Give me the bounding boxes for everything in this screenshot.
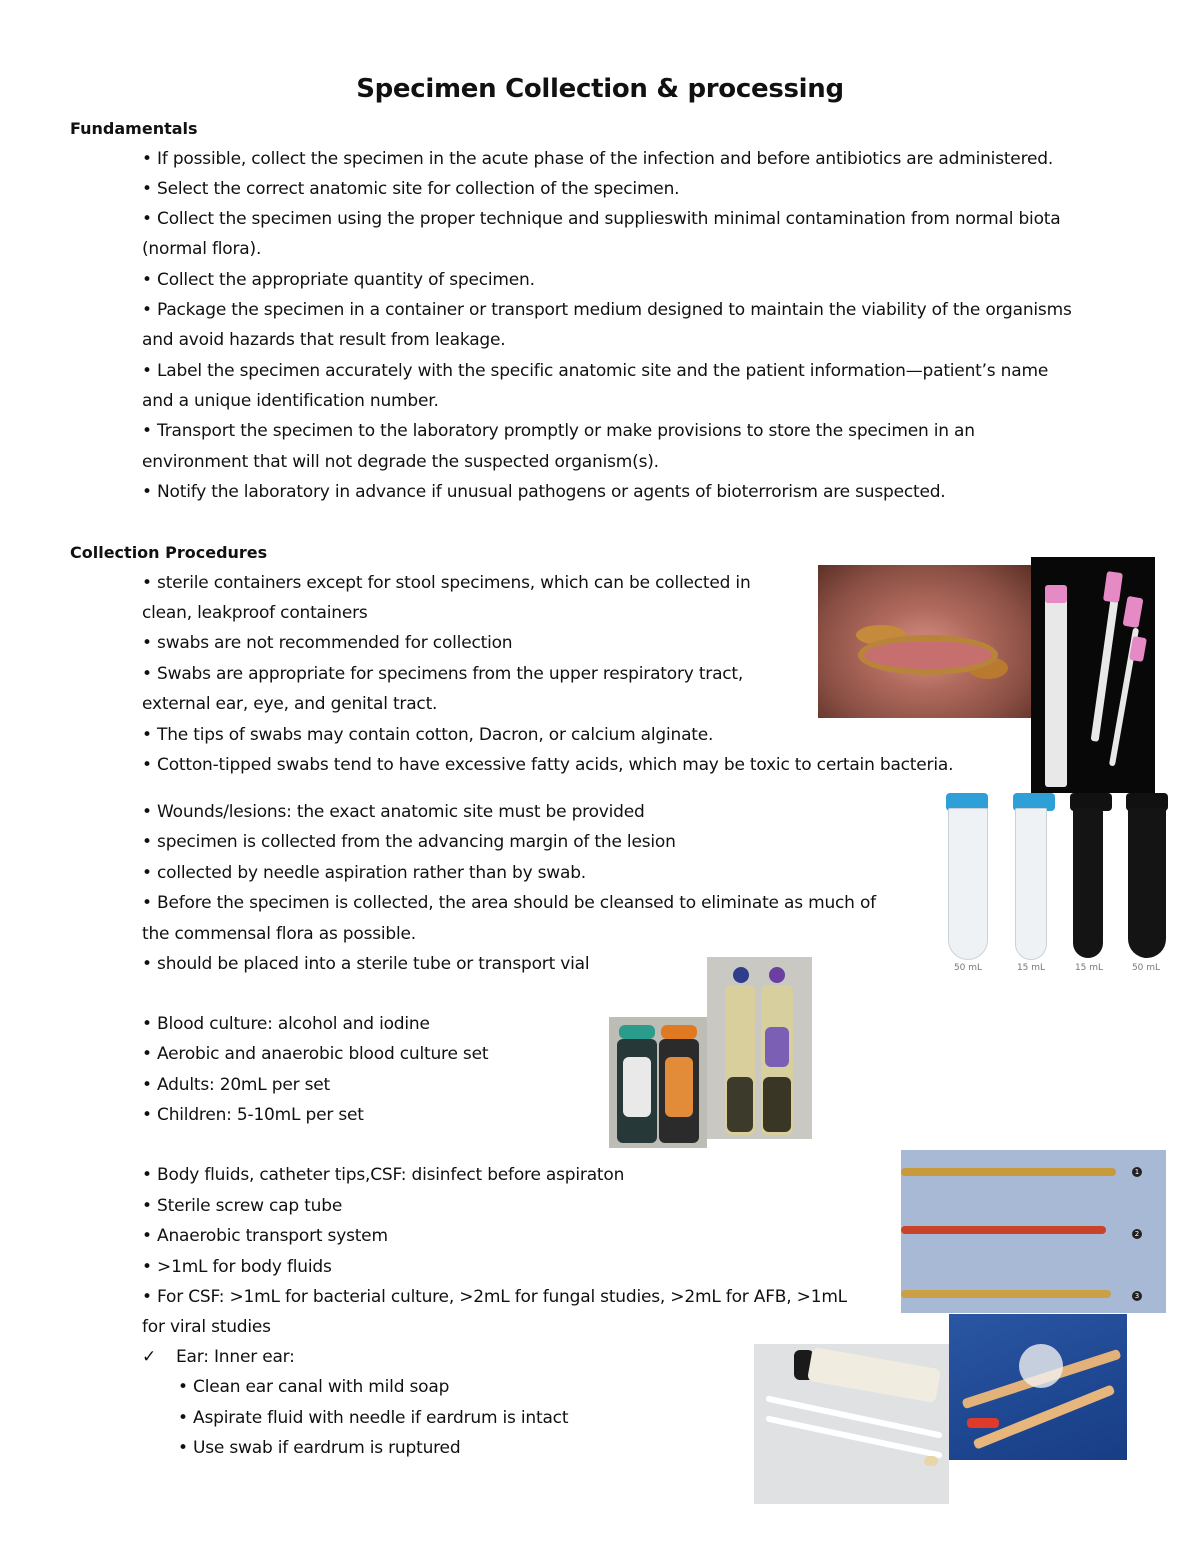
fluids-line: • >1mL for body fluids — [142, 1257, 332, 1277]
fundamentals-line: • Notify the laboratory in advance if unusual pathogens or agents of bioterrorism are suspected. — [142, 482, 946, 502]
blood-line: • Adults: 20mL per set — [142, 1075, 330, 1095]
collection-line: • swabs are not recommended for collection — [142, 633, 513, 653]
ear-heading — [142, 1347, 295, 1367]
fundamentals-line: • Package the specimen in a container or transport medium designed to maintain the viability of the organisms — [142, 300, 1072, 320]
collection-line: • Cotton-tipped swabs tend to have excessive fatty acids, which may be toxic to certain bacteria. — [142, 755, 954, 775]
blood-culture-vials-photo — [707, 957, 812, 1139]
lip-lesion-photo — [818, 565, 1031, 718]
blood-culture-bottles-photo — [609, 1017, 707, 1148]
fundamentals-line: • Collect the appropriate quantity of specimen. — [142, 270, 535, 290]
blood-line: • Children: 5-10mL per set — [142, 1105, 364, 1125]
collection-line: • sterile containers except for stool specimens, which can be collected in — [142, 573, 751, 593]
fluids-line: • Anaerobic transport system — [142, 1226, 388, 1246]
conical-tubes-photo — [943, 793, 1175, 978]
swab-kit-photo — [754, 1344, 949, 1504]
fundamentals-heading: Fundamentals — [70, 119, 198, 138]
fluids-line: • For CSF: >1mL for bacterial culture, >2mL for fungal studies, >2mL for AFB, >1mL — [142, 1287, 847, 1307]
swab-tubes-photo — [1031, 557, 1155, 793]
wounds-line: the commensal flora as possible. — [142, 924, 417, 944]
fluids-line: • Body fluids, catheter tips,CSF: disinfect before aspiraton — [142, 1165, 625, 1185]
fluids-line: for viral studies — [142, 1317, 271, 1337]
wounds-line: • collected by needle aspiration rather than by swab. — [142, 863, 587, 883]
fundamentals-line: • Collect the specimen using the proper technique and supplieswith minimal contamination from normal biota — [142, 209, 1061, 229]
collection-heading: Collection Procedures — [70, 543, 268, 562]
collection-line: • Swabs are appropriate for specimens from the upper respiratory tract, — [142, 664, 744, 684]
ear-line: • Use swab if eardrum is ruptured — [178, 1438, 461, 1458]
collection-line: external ear, eye, and genital tract. — [142, 694, 438, 714]
wounds-line: • Before the specimen is collected, the area should be cleansed to eliminate as much of — [142, 893, 876, 913]
blood-line: • Blood culture: alcohol and iodine — [142, 1014, 430, 1034]
ear-line: • Clean ear canal with mild soap — [178, 1377, 450, 1397]
foley-catheter-photo — [949, 1314, 1127, 1460]
fundamentals-line: • Label the specimen accurately with the specific anatomic site and the patient information—patient’s name — [142, 361, 1049, 381]
page-title: Specimen Collection & processing — [356, 74, 844, 104]
catheter-number: 3 — [1132, 1291, 1142, 1301]
tube-label: 50 mL — [953, 963, 983, 973]
fundamentals-line: environment that will not degrade the suspected organism(s). — [142, 452, 659, 472]
catheter-number: 1 — [1132, 1167, 1142, 1177]
wounds-line: • should be placed into a sterile tube or transport vial — [142, 954, 590, 974]
ear-line: • Aspirate fluid with needle if eardrum is intact — [178, 1408, 569, 1428]
wounds-line: • Wounds/lesions: the exact anatomic site must be provided — [142, 802, 645, 822]
fluids-line: • Sterile screw cap tube — [142, 1196, 343, 1216]
tube-label: 15 mL — [1016, 963, 1046, 973]
fundamentals-line: • Transport the specimen to the laboratory promptly or make provisions to store the specimen in an — [142, 421, 975, 441]
catheter-number: 2 — [1132, 1229, 1142, 1239]
tube-label: 50 mL — [1131, 963, 1161, 973]
blood-line: • Aerobic and anaerobic blood culture set — [142, 1044, 489, 1064]
wounds-line: • specimen is collected from the advancing margin of the lesion — [142, 832, 676, 852]
ear-label: Ear: Inner ear: — [176, 1347, 295, 1367]
catheter-tips-photo — [901, 1150, 1166, 1313]
collection-line: • The tips of swabs may contain cotton, Dacron, or calcium alginate. — [142, 725, 714, 745]
fundamentals-line: (normal flora). — [142, 239, 262, 259]
fundamentals-line: and avoid hazards that result from leakage. — [142, 330, 506, 350]
fundamentals-line: and a unique identification number. — [142, 391, 439, 411]
collection-line: clean, leakproof containers — [142, 603, 368, 623]
fundamentals-line: • Select the correct anatomic site for collection of the specimen. — [142, 179, 680, 199]
tube-label: 15 mL — [1074, 963, 1104, 973]
checkmark-icon: ✓ — [142, 1347, 157, 1367]
fundamentals-line: • If possible, collect the specimen in the acute phase of the infection and before antibiotics are administered. — [142, 149, 1054, 169]
